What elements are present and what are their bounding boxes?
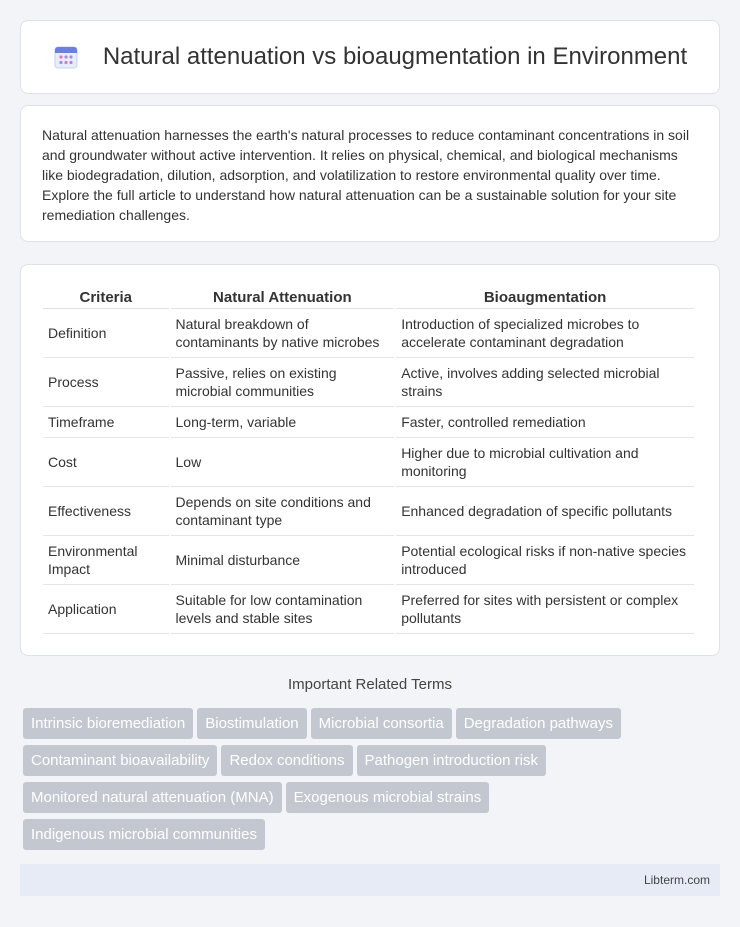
table-cell: Application (43, 585, 169, 634)
term-tag[interactable]: Microbial consortia (311, 708, 452, 739)
table-cell: Low (171, 438, 395, 487)
term-tag[interactable]: Biostimulation (197, 708, 306, 739)
term-tag[interactable]: Intrinsic bioremediation (23, 708, 193, 739)
table-cell: Definition (43, 309, 169, 358)
related-terms-list (23, 708, 723, 856)
table-cell: Minimal disturbance (171, 536, 395, 585)
table-header-row (43, 285, 694, 309)
table-cell: Active, involves adding selected microbial strains (396, 358, 694, 407)
term-tag[interactable]: Indigenous microbial communities (23, 819, 265, 850)
comparison-card (20, 264, 720, 656)
intro-card (20, 105, 720, 242)
table-cell: Preferred for sites with persistent or complex pollutants (396, 585, 694, 634)
intro-text: Natural attenuation harnesses the earth's natural processes to reduce contaminant concentrations in soil and groundwater without active intervention. It relies on physical, chemical, and biological mechanisms like biodegradation, dilution, adsorption, and volatilization to restore environmental quality over time. Explore the full article to understand how natural attenuation can be a sustainable solution for your site remediation challenges. (42, 127, 690, 223)
term-tag[interactable]: Contaminant bioavailability (23, 745, 217, 776)
table-row (43, 407, 694, 438)
table-cell: Process (43, 358, 169, 407)
page-title: Natural attenuation vs bioaugmentation in Environment (102, 43, 688, 70)
table-row (43, 536, 694, 585)
footer-link[interactable]: Libterm.com (643, 873, 710, 887)
table-row (43, 438, 694, 487)
table-row (43, 487, 694, 536)
title-card (20, 20, 720, 94)
column-header: Criteria (43, 285, 169, 309)
table-row (43, 358, 694, 407)
table-row (43, 585, 694, 634)
table-cell: Effectiveness (43, 487, 169, 536)
calendar-icon (53, 44, 79, 70)
table-cell: Introduction of specialized microbes to accelerate contaminant degradation (396, 309, 694, 358)
related-terms-title: Important Related Terms (288, 676, 452, 693)
term-tag[interactable]: Monitored natural attenuation (MNA) (23, 782, 282, 813)
table-cell: Higher due to microbial cultivation and monitoring (396, 438, 694, 487)
table-row (43, 309, 694, 358)
table-cell: Timeframe (43, 407, 169, 438)
table-cell: Suitable for low contamination levels and stable sites (171, 585, 395, 634)
term-tag[interactable]: Redox conditions (221, 745, 352, 776)
table-cell: Depends on site conditions and contaminant type (171, 487, 395, 536)
table-cell: Passive, relies on existing microbial communities (171, 358, 395, 407)
term-tag[interactable]: Pathogen introduction risk (357, 745, 546, 776)
table-cell: Long-term, variable (171, 407, 395, 438)
table-cell: Potential ecological risks if non-native species introduced (396, 536, 694, 585)
column-header: Natural Attenuation (171, 285, 395, 309)
term-tag[interactable]: Degradation pathways (456, 708, 621, 739)
table-cell: Natural breakdown of contaminants by native microbes (171, 309, 395, 358)
table-cell: Faster, controlled remediation (396, 407, 694, 438)
table-cell: Enhanced degradation of specific pollutants (396, 487, 694, 536)
table-cell: Environmental Impact (43, 536, 169, 585)
comparison-table (41, 285, 696, 634)
footer (20, 864, 720, 896)
column-header: Bioaugmentation (396, 285, 694, 309)
table-cell: Cost (43, 438, 169, 487)
term-tag[interactable]: Exogenous microbial strains (286, 782, 490, 813)
